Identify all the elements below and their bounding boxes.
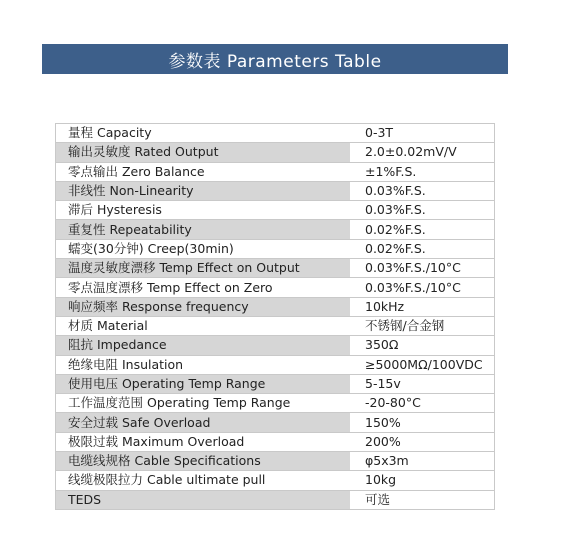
- table-row: [56, 239, 495, 258]
- parameters-table-body: [56, 124, 495, 510]
- parameter-name-cell: 滞后 Hysteresis: [56, 201, 351, 220]
- table-row: [56, 201, 495, 220]
- parameter-value-cell: 200%: [350, 432, 495, 451]
- table-row: [56, 355, 495, 374]
- parameter-name-cell: 零点温度漂移 Temp Effect on Zero: [56, 278, 351, 297]
- parameter-value-cell: -20-80°C: [350, 394, 495, 413]
- table-row: [56, 220, 495, 239]
- parameter-name-cell: 重复性 Repeatability: [56, 220, 351, 239]
- parameter-name-cell: 蠕变(30分钟) Creep(30min): [56, 239, 351, 258]
- table-row: [56, 316, 495, 335]
- parameter-value-cell: 5-15v: [350, 374, 495, 393]
- table-row: [56, 452, 495, 471]
- parameter-value-cell: 10kHz: [350, 297, 495, 316]
- parameter-name-cell: 工作温度范围 Operating Temp Range: [56, 394, 351, 413]
- parameter-value-cell: 350Ω: [350, 336, 495, 355]
- parameter-value-cell: 0.02%F.S.: [350, 239, 495, 258]
- table-row: [56, 278, 495, 297]
- parameter-value-cell: 0.03%F.S./10°C: [350, 278, 495, 297]
- parameters-table: [55, 123, 495, 510]
- parameter-name-cell: 线缆极限拉力 Cable ultimate pull: [56, 471, 351, 490]
- table-row: [56, 490, 495, 509]
- table-row: [56, 413, 495, 432]
- parameter-name-cell: 材质 Material: [56, 316, 351, 335]
- parameter-name-cell: 绝缘电阻 Insulation: [56, 355, 351, 374]
- parameter-value-cell: 0.02%F.S.: [350, 220, 495, 239]
- parameter-name-cell: 输出灵敏度 Rated Output: [56, 143, 351, 162]
- table-row: [56, 374, 495, 393]
- parameter-value-cell: ≥5000MΩ/100VDC: [350, 355, 495, 374]
- parameter-value-cell: 可选: [350, 490, 495, 509]
- parameter-value-cell: 0.03%F.S./10°C: [350, 259, 495, 278]
- table-row: [56, 394, 495, 413]
- table-row: [56, 143, 495, 162]
- table-row: [56, 336, 495, 355]
- parameter-name-cell: 使用电压 Operating Temp Range: [56, 374, 351, 393]
- table-row: [56, 124, 495, 143]
- table-row: [56, 162, 495, 181]
- parameter-name-cell: 非线性 Non-Linearity: [56, 181, 351, 200]
- parameter-name-cell: 极限过载 Maximum Overload: [56, 432, 351, 451]
- table-row: [56, 297, 495, 316]
- parameter-value-cell: 0-3T: [350, 124, 495, 143]
- parameter-value-cell: 0.03%F.S.: [350, 201, 495, 220]
- parameter-value-cell: 150%: [350, 413, 495, 432]
- table-row: [56, 259, 495, 278]
- table-row: [56, 471, 495, 490]
- parameter-name-cell: 阻抗 Impedance: [56, 336, 351, 355]
- table-row: [56, 432, 495, 451]
- parameter-value-cell: 0.03%F.S.: [350, 181, 495, 200]
- parameter-name-cell: TEDS: [56, 490, 351, 509]
- parameter-value-cell: φ5x3m: [350, 452, 495, 471]
- parameter-name-cell: 零点输出 Zero Balance: [56, 162, 351, 181]
- parameter-name-cell: 电缆线规格 Cable Specifications: [56, 452, 351, 471]
- parameter-name-cell: 安全过载 Safe Overload: [56, 413, 351, 432]
- parameter-value-cell: 2.0±0.02mV/V: [350, 143, 495, 162]
- page-title: 参数表 Parameters Table: [42, 44, 508, 74]
- parameter-value-cell: 10kg: [350, 471, 495, 490]
- parameter-value-cell: ±1%F.S.: [350, 162, 495, 181]
- table-row: [56, 181, 495, 200]
- parameter-name-cell: 温度灵敏度漂移 Temp Effect on Output: [56, 259, 351, 278]
- parameter-name-cell: 响应频率 Response frequency: [56, 297, 351, 316]
- parameter-value-cell: 不锈钢/合金钢: [350, 316, 495, 335]
- parameter-name-cell: 量程 Capacity: [56, 124, 351, 143]
